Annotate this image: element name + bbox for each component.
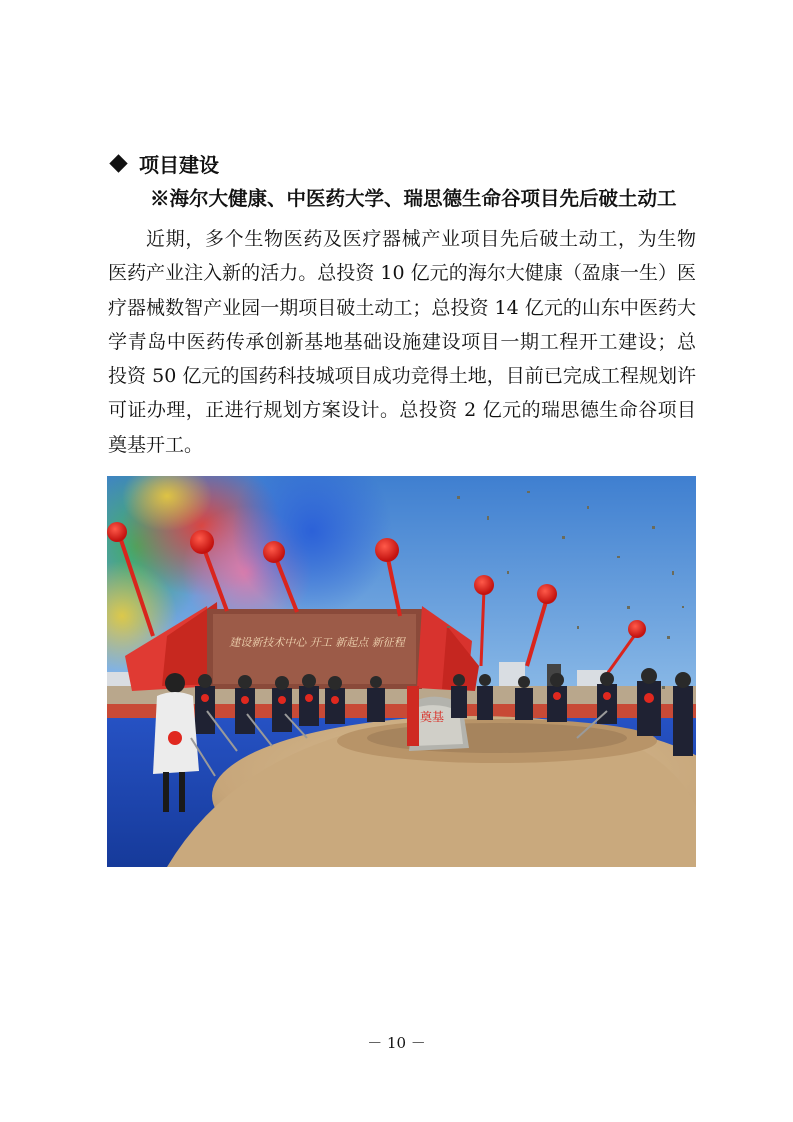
stage-banner-text: 建设新技术中心 开工 新起点 新征程: [229, 636, 405, 649]
section-title: 项目建设: [139, 152, 219, 177]
page-number: － 10 －: [367, 1034, 426, 1052]
article-subheading: ※海尔大健康、中医药大学、瑞思德生命谷项目先后破土动工: [150, 187, 677, 210]
diamond-bullet-icon: [109, 154, 127, 172]
section-heading: [108, 148, 219, 178]
stone-text: 奠基: [419, 710, 445, 724]
groundbreaking-ceremony-photo: [107, 476, 696, 867]
article-body: 近期，多个生物医药及医疗器械产业项目先后破土动工，为生物医药产业注入新的活力。总投资 10 亿元的海尔大健康（盈康一生）医疗器械数智产业园一期项目破土动工；总投资 14 亿元的山东中医药大学青岛中医药传承创新基地基础设施建设项目一期工程开工建设；总投资 50 亿元的国药科技城项目成功竞得土地，目前已完成工程规划许可证办理，正进行规划方案设计。总投资 2 亿元的瑞思德生命谷项目奠基开工。: [108, 228, 696, 456]
